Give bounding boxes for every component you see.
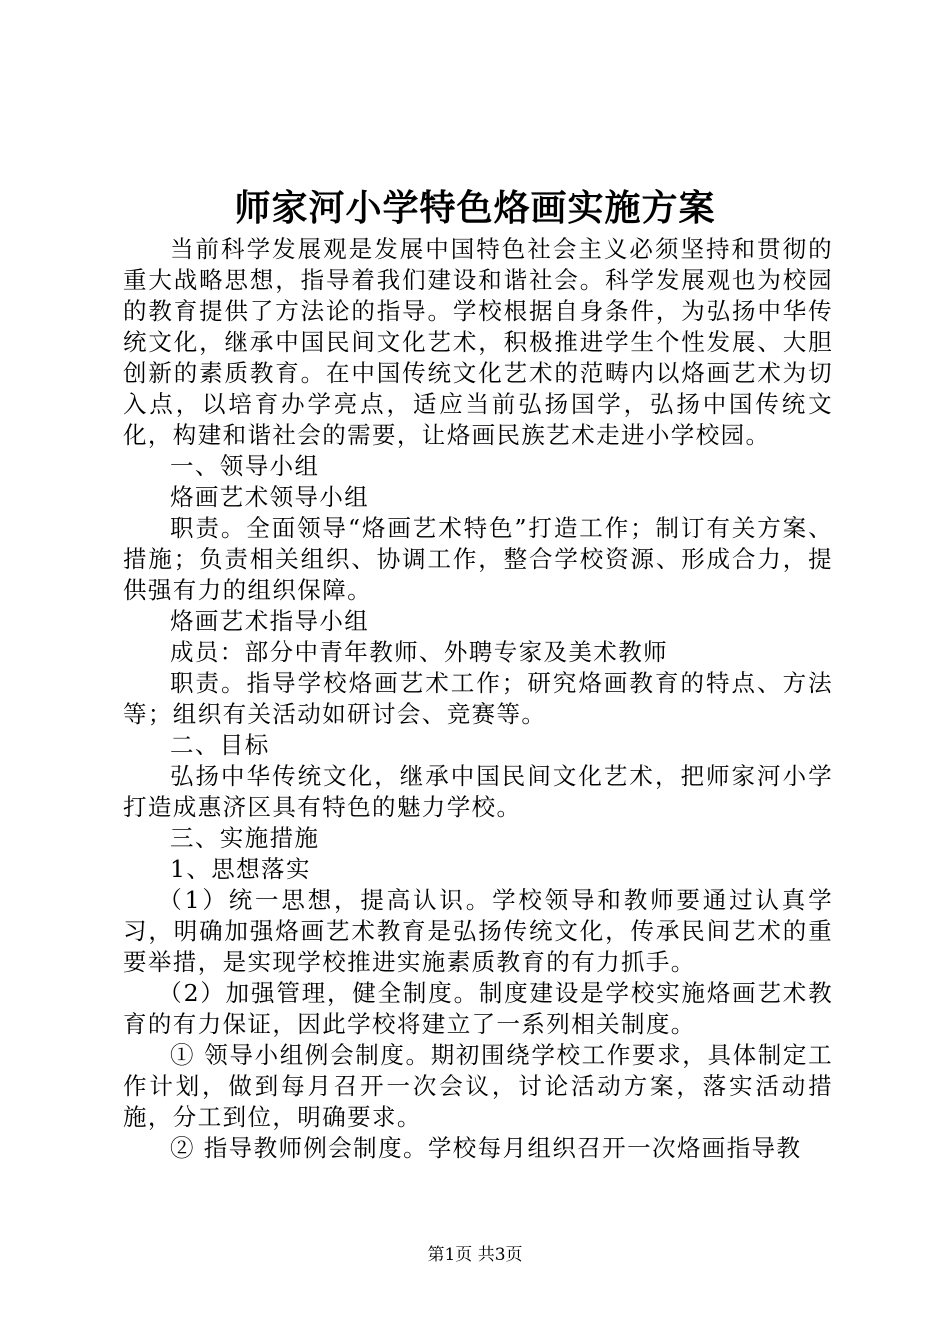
subheading-guidance-group: 烙画艺术指导小组 [170,607,370,635]
document-body [123,234,833,1164]
subheading-leadership-group: 烙画艺术领导小组 [170,483,370,511]
heading-leadership-group: 一、领导小组 [170,452,320,480]
paragraph-intro: 当前科学发展观是发展中国特色社会主义必须坚持和贯彻的重大战略思想，指导着我们建设和谐社会。科学发展观也为校园的教育提供了方法论的指导。学校根据自身条件，为弘扬中华传统文化，继承中国民间文化艺术，积极推进学生个性发展、大胆创新的素质教育。在中国传统文化艺术的范畴内以烙画艺术为切入点，以培育办学亮点，适应当前弘扬国学，弘扬中国传统文化，构建和谐社会的需要，让烙画民族艺术走进小学校园。 [123,235,833,449]
heading-goals: 二、目标 [170,731,270,759]
paragraph-leadership-duties: 职责。全面领导“烙画艺术特色”打造工作；制订有关方案、措施；负责相关组织、协调工作，整合学校资源、形成合力，提供强有力的组织保障。 [123,514,833,604]
paragraph-guidance-duties: 职责。指导学校烙画艺术工作；研究烙画教育的特点、方法等；组织有关活动如研讨会、竞赛等。 [123,669,833,728]
page-footer: 第1页 共3页 [427,1245,523,1265]
paragraph-guidance-members: 成员：部分中青年教师、外聘专家及美术教师 [170,638,668,666]
paragraph-rule-2: ② 指导教师例会制度。学校每月组织召开一次烙画指导教 [170,1134,802,1162]
paragraph-rule-1: ① 领导小组例会制度。期初围绕学校工作要求，具体制定工作计划，做到每月召开一次会议，讨论活动方案，落实活动措施，分工到位，明确要求。 [123,1041,833,1131]
subheading-ideology: 1、思想落实 [170,855,311,883]
paragraph-measure-2: （2）加强管理，健全制度。制度建设是学校实施烙画艺术教育的有力保证，因此学校将建立了一系列相关制度。 [123,979,833,1038]
paragraph-measure-1: （1）统一思想，提高认识。学校领导和教师要通过认真学习，明确加强烙画艺术教育是弘扬传统文化，传承民间艺术的重要举措，是实现学校推进实施素质教育的有力抓手。 [123,886,833,976]
paragraph-goals: 弘扬中华传统文化，继承中国民间文化艺术，把师家河小学打造成惠济区具有特色的魅力学校。 [123,762,833,821]
document-title: 师家河小学特色烙画实施方案 [234,187,716,229]
heading-measures: 三、实施措施 [170,824,320,852]
